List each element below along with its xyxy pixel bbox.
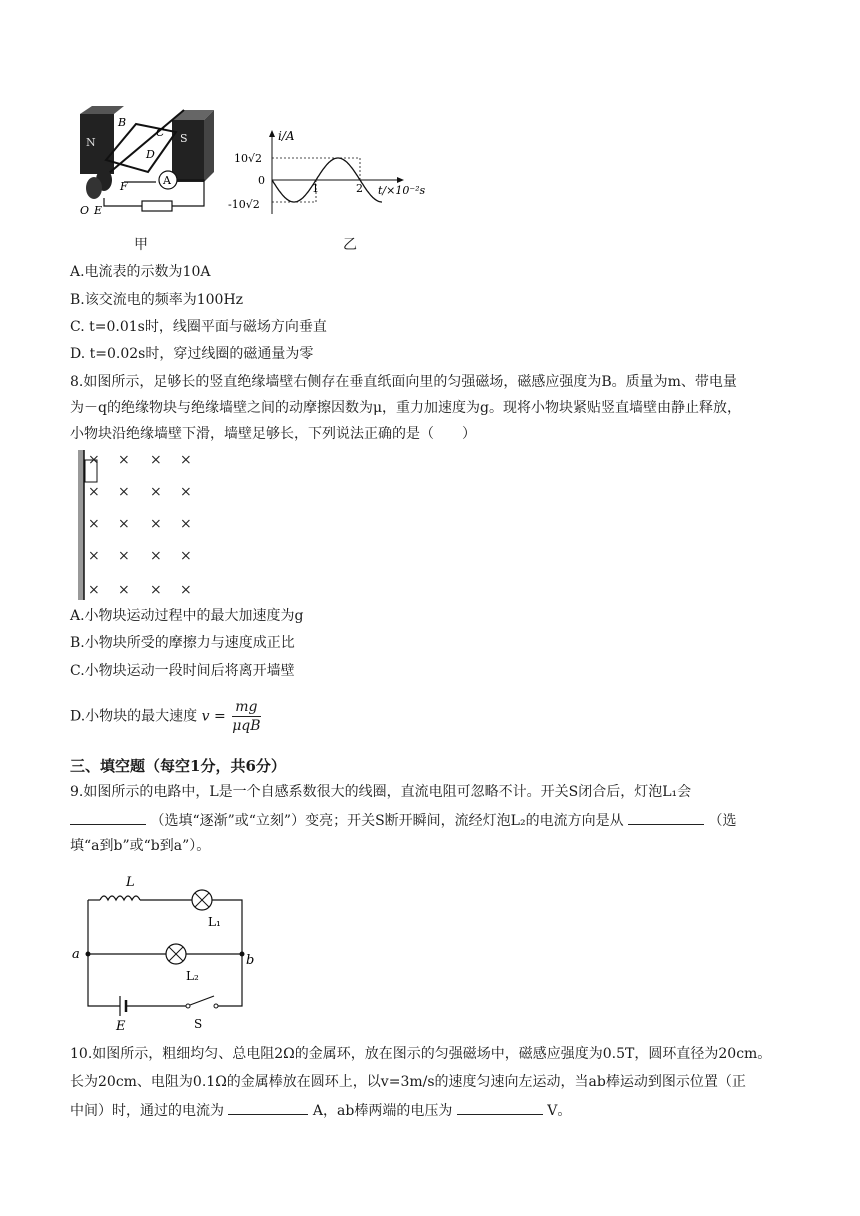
current-time-graph — [228, 128, 448, 220]
label-c: C — [156, 126, 165, 139]
ammeter-label: A — [163, 174, 171, 187]
section-3-title: 三、填空题（每空1分，共6分） — [70, 757, 286, 775]
label-a: a — [72, 947, 80, 962]
y-axis-label: i/A — [278, 129, 295, 143]
label-e: E — [94, 204, 103, 217]
q8-stem-line3: 小物块沿绝缘墙壁下滑，墙壁足够长，下列说法正确的是（ ） — [70, 426, 476, 442]
field-cross-mark: × — [88, 582, 100, 598]
field-cross-mark: × — [150, 452, 162, 468]
label-s: S — [180, 132, 188, 145]
field-cross-mark: × — [118, 516, 130, 532]
field-cross-mark: × — [88, 484, 100, 500]
q9-stem-line3: 填“a到b”或“b到a”）。 — [70, 838, 211, 854]
field-cross-mark: × — [150, 548, 162, 564]
field-cross-mark: × — [180, 452, 192, 468]
q10-blank-1[interactable] — [228, 1100, 308, 1115]
fraction-denominator: μqB — [232, 718, 261, 734]
fraction-numerator: mg — [232, 698, 260, 717]
label-f: F — [120, 180, 128, 193]
label-o: O — [80, 204, 90, 217]
q9-stem-line2 — [70, 810, 737, 831]
q8-stem-line2: 为－q的绝缘物块与绝缘墙壁之间的动摩擦因数为μ，重力加速度为g。现将小物块紧贴竖直墙壁由静止释放， — [70, 400, 742, 416]
x-axis-label: t/×10⁻²s — [378, 184, 426, 197]
q10-stem-line2: 长为20cm、电阻为0.1Ω的金属棒放在圆环上，以v=3m/s的速度匀速向左运动，当ab棒运动到图示位置（正 — [70, 1074, 746, 1090]
q7-option-d: D. t=0.02s时，穿过线圈的磁通量为零 — [70, 346, 314, 362]
field-cross-mark: × — [150, 484, 162, 500]
q10-stem-line3-a: 中间）时，通过的电流为 — [70, 1103, 224, 1119]
q9-blank-1[interactable] — [70, 810, 146, 825]
field-cross-mark: × — [118, 582, 130, 598]
q10-stem-line3-b: A，ab棒两端的电压为 — [312, 1103, 453, 1119]
field-cross-mark: × — [180, 516, 192, 532]
q9-blank-2[interactable] — [628, 810, 704, 825]
q7-option-a: A.电流表的示数为10A — [70, 264, 211, 280]
field-cross-mark: × — [118, 452, 130, 468]
q7-option-b: B.该交流电的频率为100Hz — [70, 292, 244, 308]
q8-option-d — [70, 698, 261, 735]
q8-stem-line1: 8.如图所示，足够长的竖直绝缘墙壁右侧存在垂直纸面向里的匀强磁场，磁感应强度为B。质量为m、带电量 — [70, 374, 737, 390]
x-tick-2: 2 — [356, 182, 363, 195]
field-cross-mark: × — [118, 484, 130, 500]
label-d: D — [146, 148, 155, 161]
label-b-node: b — [246, 953, 255, 968]
q10-stem-line3-c: V。 — [547, 1103, 572, 1119]
field-cross-mark: × — [150, 582, 162, 598]
figure-caption-right: 乙 — [343, 237, 357, 253]
label-l2: L₂ — [186, 969, 199, 983]
field-cross-mark: × — [150, 516, 162, 532]
q10-stem-line1: 10.如图所示，粗细均匀、总电阻2Ω的金属环，放在图示的匀强磁场中，磁感应强度为0.5T，圆环直径为20cm。 — [70, 1046, 772, 1062]
q8-option-d-variable: v = — [201, 708, 226, 725]
field-cross-mark: × — [118, 548, 130, 564]
velocity-fraction — [232, 698, 260, 735]
y-min-label: -10√2 — [228, 198, 260, 211]
field-cross-mark: × — [180, 484, 192, 500]
q8-option-d-prefix: D.小物块的最大速度 — [70, 708, 198, 725]
y-zero-label: 0 — [258, 174, 265, 187]
figure-caption-left: 甲 — [134, 237, 148, 253]
q10-stem-line3 — [70, 1100, 571, 1121]
label-l1: L₁ — [208, 915, 221, 929]
generator-figure — [76, 102, 216, 220]
field-cross-mark: × — [180, 582, 192, 598]
field-cross-mark: × — [88, 548, 100, 564]
field-cross-mark: × — [88, 452, 100, 468]
field-cross-mark: × — [180, 548, 192, 564]
label-b: B — [118, 116, 127, 129]
q10-blank-2[interactable] — [457, 1100, 543, 1115]
q8-option-a: A.小物块运动过程中的最大加速度为g — [70, 608, 304, 624]
svg-text:N: N — [86, 136, 96, 149]
magnetic-field-wall-figure — [76, 450, 206, 602]
field-cross-mark: × — [88, 516, 100, 532]
inductor-circuit-figure — [70, 870, 270, 1030]
q9-stem-line2-mid: （选填“逐渐”或“立刻”）变亮；开关S断开瞬间，流经灯泡L₂的电流方向是从 — [150, 813, 624, 829]
label-inductor: L — [126, 875, 135, 890]
label-switch: S — [194, 1017, 203, 1030]
x-tick-1: 1 — [312, 182, 319, 195]
q9-stem-line1: 9.如图所示的电路中，L是一个自感系数很大的线圈，直流电阻可忽略不计。开关S闭合后，灯泡L₁会 — [70, 784, 692, 800]
q8-option-c: C.小物块运动一段时间后将离开墙壁 — [70, 663, 295, 679]
q8-option-b: B.小物块所受的摩擦力与速度成正比 — [70, 635, 295, 651]
label-battery: E — [116, 1019, 126, 1030]
y-max-label: 10√2 — [234, 152, 263, 165]
q9-stem-line2-end: （选 — [708, 813, 737, 829]
q7-option-c: C. t=0.01s时，线圈平面与磁场方向垂直 — [70, 319, 327, 335]
